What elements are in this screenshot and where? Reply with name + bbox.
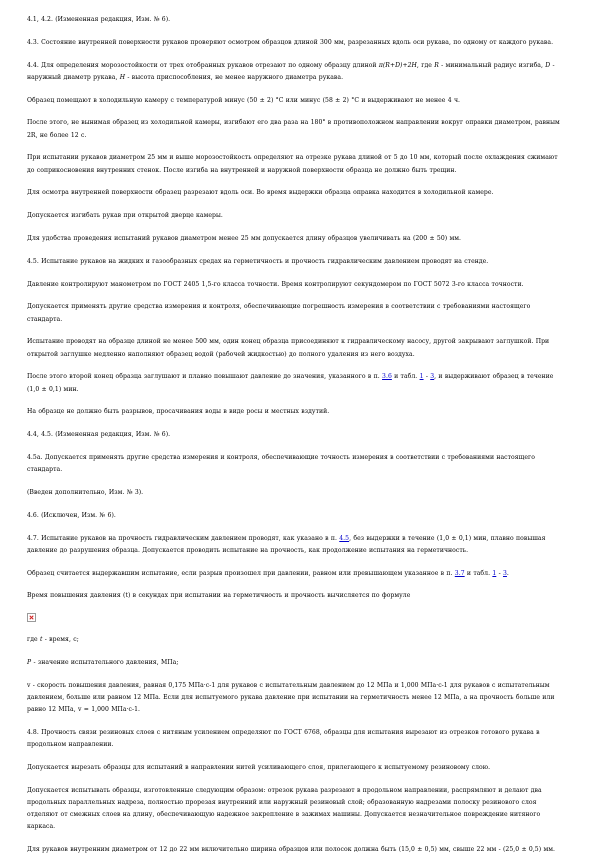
italic-symbol: P <box>27 658 32 666</box>
text-run: 4.4. Для определения морозостойкости от трех отобранных рукавов отрезают по одному образцу длиной <box>27 61 379 69</box>
italic-symbol: π(R+D)+2H <box>378 61 417 69</box>
text-run: и табл. <box>391 373 420 381</box>
reference-link[interactable]: 3 <box>502 569 507 577</box>
paragraph: Допускается испытывать образцы, изготовленные следующим образом: отрезок рукава разрезают в продольном направлении, распрямляют и делают два продольных параллельных надреза, полностью прорезая внутренний или наружный резиновый слой; образованную надрезами полоску резинового слоя отделяют от смежных слоев на длину, обеспечивающую надежное закрепление в зажимах машины. Допускается незначительное повреждение нитяного каркаса. <box>27 786 542 831</box>
text-run: Образец считается выдержавшим испытание, если разрыв произошел при давлении, равном или превышающем указанное в п. <box>27 569 455 577</box>
text-run: и табл. <box>464 569 493 577</box>
broken-image-icon <box>27 613 36 622</box>
reference-link[interactable]: 3.6 <box>382 373 392 381</box>
paragraph: 4.4, 4.5. (Измененная редакция, Изм. № 6). <box>27 431 171 439</box>
document-page <box>27 14 567 867</box>
text-run: - <box>496 569 503 577</box>
paragraph: 4.5а. Допускается применять другие средства измерения и контроля, обеспечивающие точность измерения в соответствии с требованиями настоящего стандарта. <box>27 453 535 474</box>
paragraph: (Введен дополнительно, Изм. № 3). <box>27 488 144 496</box>
text-run: - значение испытательного давления, МПа; <box>31 658 179 666</box>
paragraph: Допускается вырезать образцы для испытаний в направлении нитей усиливающего слоя, прилегающего к испытуемому резиновому слою. <box>27 763 491 771</box>
italic-symbol: t <box>40 636 43 644</box>
paragraph: 4.1, 4.2. (Измененная редакция, Изм. № 6). <box>27 16 171 23</box>
reference-link[interactable]: 3 <box>430 373 435 381</box>
paragraph: Для осмотра внутренней поверхности образец разрезают вдоль оси. Во время выдержки образца оправка находится в холодильной камере. <box>27 189 494 197</box>
paragraph: При испытании рукавов диаметром 25 мм и выше морозостойкость определяют на отрезке рукава длиной от 5 до 10 мм, который после охлаждения сжимают до соприкосновения внутренних стенок. После изгиба на внутренней и наружной поверхности образца не должно быть трещин. <box>27 154 558 174</box>
text-run: , и выдерживают образец в течение (1,0 ± 0,1) мин. <box>27 373 554 393</box>
paragraph: Давление контролируют манометром по ГОСТ 2405 1,5-го класса точности. Время контролируют секундомером по ГОСТ 5072 3-го класса точности. <box>27 280 524 288</box>
text-run: - минимальный радиус изгиба, <box>438 61 546 69</box>
formula-image-placeholder <box>27 613 567 634</box>
paragraph: 4.5. Испытание рукавов на жидких и газообразных средах на герметичность и прочность гидравлическим давлением проводят на стенде. <box>27 257 489 265</box>
paragraph: 4.8. Прочность связи резиновых слоев с нитяным усилением определяют по ГОСТ 6768, образцы для испытания вырезают из отрезков готового рукава в продольном направлении. <box>27 728 540 749</box>
text-run: , без выдержки в течение (1,0 ± 0,1) мин, плавно повышая давление до разрушения образца. Допускается проводить испытание на прочность, как продолжение испытания на герметичность. <box>27 534 546 554</box>
paragraph: Образец помещают в холодильную камеру с температурой минус (50 ± 2) °С или минус (58 ± 2) °С и выдерживают не менее 4 ч. <box>27 96 461 104</box>
italic-symbol: D <box>545 61 551 69</box>
paragraph: Для удобства проведения испытаний рукавов диаметром менее 25 мм допускается длину образцов увеличивать на (200 ± 50) мм. <box>27 234 462 242</box>
text-run: После этого второй конец образца заглушают и плавно повышают давление до значения, указанного в п. <box>27 373 383 381</box>
text-run: - высота приспособления, не менее наружного диаметра рукава. <box>125 73 344 81</box>
paragraph <box>27 634 567 646</box>
paragraph: 4.6. (Исключен, Изм. № 6). <box>27 511 116 519</box>
paragraph <box>27 371 567 395</box>
italic-symbol: R <box>434 61 439 69</box>
paragraph: Испытание проводят на образце длиной не менее 500 мм, один конец образца присоединяют к гидравлическому насосу, другой закрывают заглушкой. При открытой заглушке медленно наполняют образец водой (рабочей жидкостью) до полного удаления из него воздуха. <box>27 338 550 358</box>
paragraph: 4.3. Состояние внутренней поверхности рукавов проверяют осмотром образцов длиной 300 мм, разрезанных вдоль оси рукава, по одному от каждого рукава. <box>27 38 554 46</box>
paragraph <box>27 568 567 580</box>
text-run: - наружный диаметр рукава, <box>27 61 555 81</box>
paragraph: Время повышения давления (t) в секундах при испытании на герметичность и прочность вычисляется по формуле <box>27 592 411 600</box>
reference-link[interactable]: 1 <box>419 373 424 381</box>
paragraph: На образце не должно быть разрывов, просачивания воды в виде росы и местных вздутий. <box>27 408 330 416</box>
reference-link[interactable]: 3.7 <box>454 569 465 577</box>
text-run: . <box>506 569 509 577</box>
text-run: где <box>27 636 40 644</box>
paragraph: После этого, не вынимая образец из холодильной камеры, изгибают его два раза на 180° в противоположном направлении вокруг оправки диаметром, равным 2R, не более 12 с. <box>27 119 560 139</box>
text-run: 4.7. Испытание рукавов на прочность гидравлическим давлением проводят, как указано в п. <box>27 534 340 542</box>
paragraph: Для рукавов внутренним диаметром от 12 до 22 мм включительно ширина образцов или полосок должна быть (15,0 ± 0,5) мм, свыше 22 мм - (25,0 ± 0,5) мм. <box>27 846 556 854</box>
text-run: , где <box>416 61 435 69</box>
paragraph: Допускается применять другие средства измерения и контроля, обеспечивающие погрешность измерения в соответствии с требованиями настоящего стандарта. <box>27 303 531 323</box>
paragraph <box>27 533 567 557</box>
reference-link[interactable]: 4.5 <box>339 534 350 542</box>
paragraph <box>27 60 567 84</box>
italic-symbol: H <box>119 73 126 81</box>
paragraph <box>27 657 567 669</box>
text-run: - время, с; <box>42 636 79 644</box>
reference-link[interactable]: 1 <box>492 569 497 577</box>
text-run: - <box>423 373 431 381</box>
paragraph: Допускается изгибать рукав при открытой дверце камеры. <box>27 212 223 220</box>
paragraph: v - скорость повышения давления, равная 0,175 МПа·с-1 для рукавов с испытательным давлением до 12 МПа и 1,000 МПа·с-1 для рукавов с испытательным давлением, больше или равном 12 МПа. Если для испытуемого рукава давление при испытании на герметичность менее 12 МПа, а на прочность больше или равно 12 МПа, v = 1,000 МПа·с-1. <box>27 681 555 714</box>
